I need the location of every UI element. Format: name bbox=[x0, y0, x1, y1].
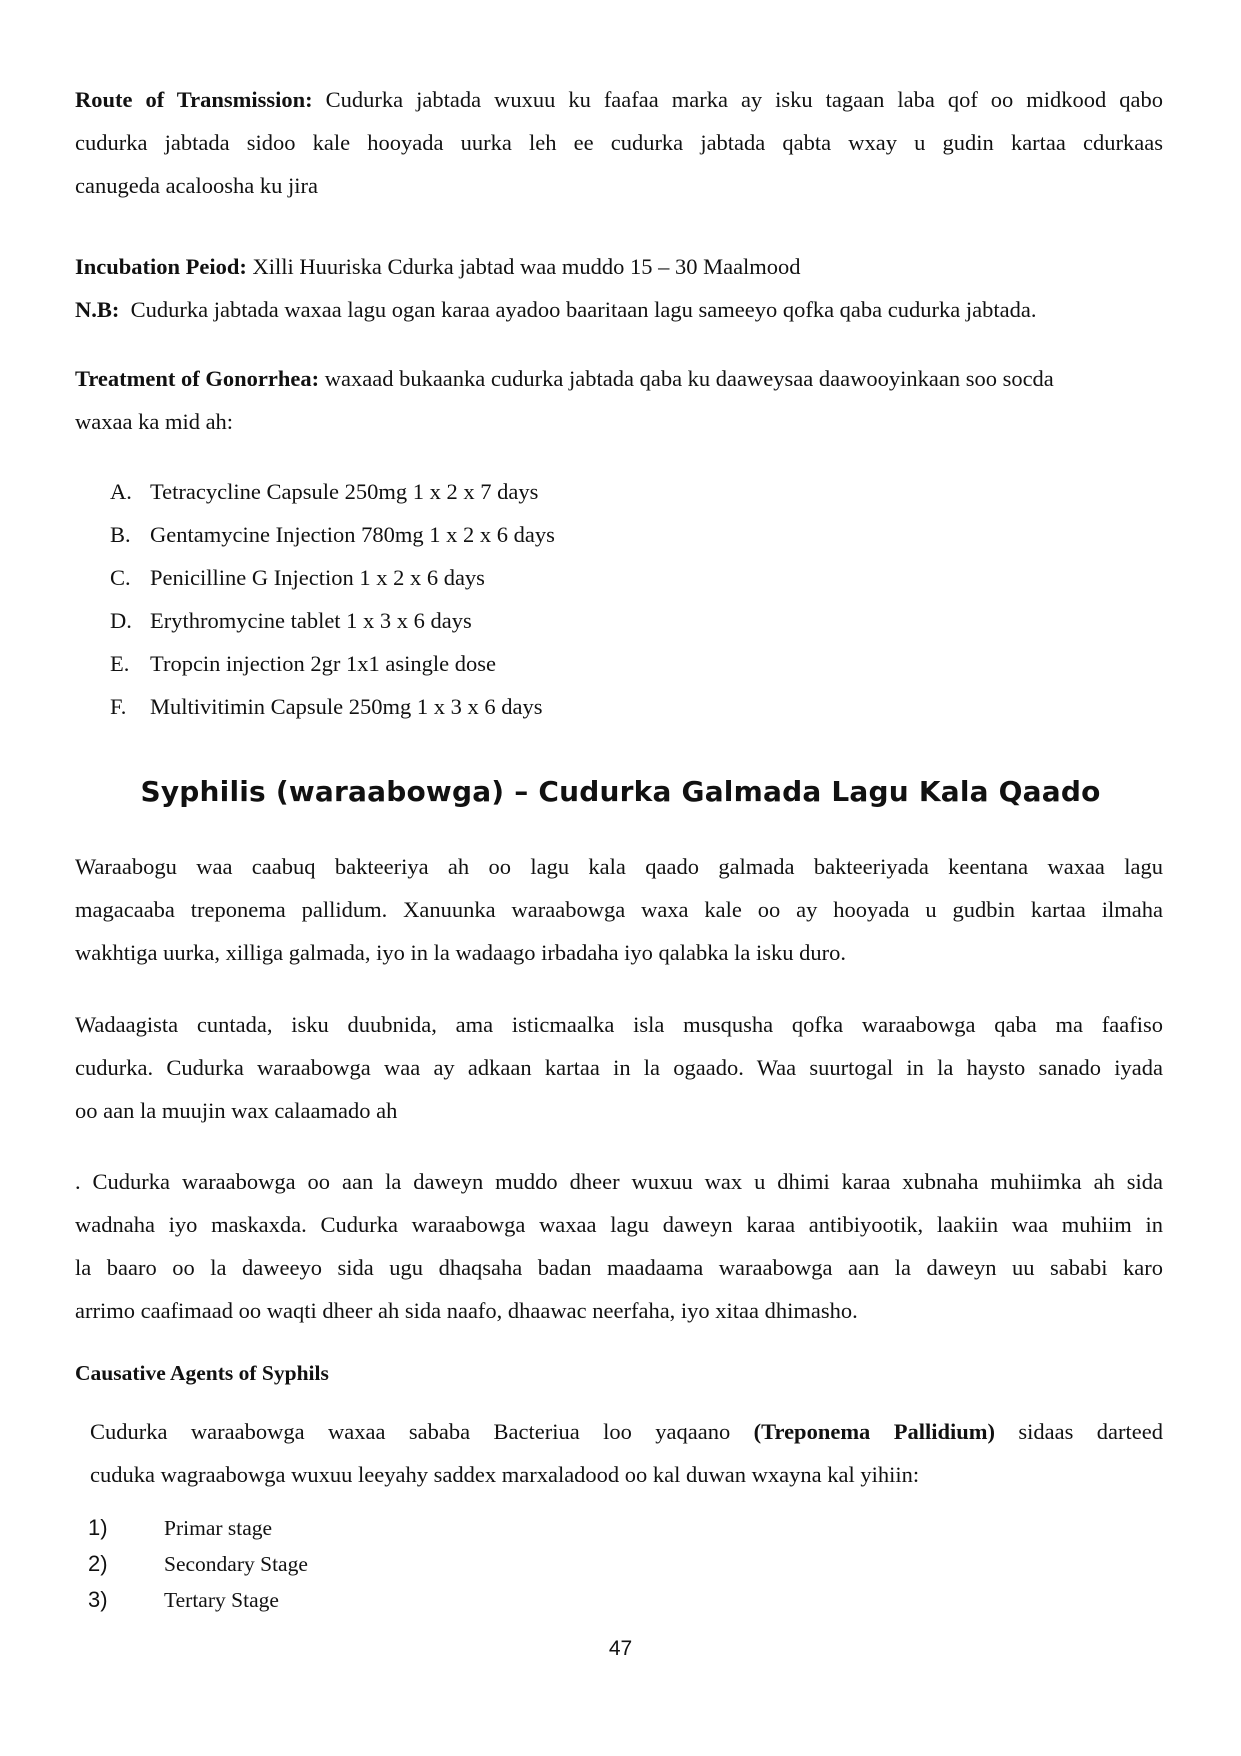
list-text: Tropcin injection 2gr 1x1 asingle dose bbox=[150, 651, 497, 676]
treatment-section bbox=[75, 357, 1163, 443]
route-line-3: canugeda acaloosha ku jira bbox=[75, 173, 319, 198]
stage-number: 2) bbox=[88, 1551, 108, 1576]
stage-text: Tertary Stage bbox=[164, 1588, 279, 1612]
incubation-text: Xilli Huuriska Cdurka jabtad waa muddo 15 – 30 Maalmood bbox=[252, 254, 801, 279]
causative-line-1 bbox=[90, 1410, 1163, 1453]
list-text: Multivitimin Capsule 250mg 1 x 3 x 6 days bbox=[150, 694, 543, 719]
causative-text-start: Cudurka waraabowga waxaa sababa Bacteriua loo yaqaano bbox=[90, 1419, 731, 1444]
incubation-label: Incubation Peiod: bbox=[75, 254, 247, 279]
paragraph-line: magacaaba treponema pallidum. Xanuunka waraabowga waxa kale oo ay hooyada u gudbin kartaa ilmaha bbox=[75, 897, 1163, 922]
treatment-line-1 bbox=[75, 357, 1163, 400]
route-line-2: cudurka jabtada sidoo kale hooyada uurka leh ee cudurka jabtada qabta wxay u gudin kartaa cdurkaas bbox=[75, 130, 1163, 155]
paragraph-line: . Cudurka waraabowga oo aan la daweyn muddo dheer wuxuu wax u dhimi karaa xubnaha muhiimka ah sida bbox=[75, 1169, 1163, 1194]
paragraph-line: wadnaha iyo maskaxda. Cudurka waraabowga waxaa lagu daweyn karaa antibiyootik, laakiin waa muhiim in bbox=[75, 1212, 1163, 1237]
list-item bbox=[88, 1582, 308, 1618]
paragraph-line: Wadaagista cuntada, isku duubnida, ama isticmaalka isla musqusha qofka waraabowga qaba ma faafiso bbox=[75, 1012, 1163, 1037]
list-text: Erythromycine tablet 1 x 3 x 6 days bbox=[150, 608, 472, 633]
list-text: Gentamycine Injection 780mg 1 x 2 x 6 days bbox=[150, 522, 555, 547]
list-letter: E. bbox=[110, 651, 130, 676]
treatment-text-1: waxaad bukaanka cudurka jabtada qaba ku daaweysaa daawooyinkaan soo socda bbox=[324, 366, 1054, 391]
list-letter: D. bbox=[110, 608, 132, 633]
list-letter: A. bbox=[110, 479, 132, 504]
list-item bbox=[110, 599, 810, 642]
route-of-transmission-section bbox=[75, 78, 1163, 207]
incubation-line bbox=[75, 245, 1163, 288]
list-item bbox=[110, 556, 810, 599]
nb-line bbox=[75, 288, 1163, 331]
list-letter: F. bbox=[110, 694, 127, 719]
stage-text: Secondary Stage bbox=[164, 1552, 308, 1576]
nb-text: Cudurka jabtada waxaa lagu ogan karaa ayadoo baaritaan lagu sameeyo qofka qaba cudurka jabtada. bbox=[130, 297, 1037, 322]
paragraph-line: wakhtiga uurka, xilliga galmada, iyo in la wadaago irbadaha iyo qalabka la isku duro. bbox=[75, 940, 847, 965]
stage-text: Primar stage bbox=[164, 1516, 273, 1540]
nb-label: N.B: bbox=[75, 297, 120, 322]
list-item bbox=[88, 1546, 308, 1582]
syphilis-paragraph-3 bbox=[75, 1160, 1163, 1332]
route-line-1 bbox=[75, 78, 1163, 121]
causative-paragraph bbox=[90, 1410, 1163, 1496]
syphilis-heading: Syphilis (waraabowga) – Cudurka Galmada Lagu Kala Qaado bbox=[140, 775, 1101, 808]
treatment-label: Treatment of Gonorrhea: bbox=[75, 366, 320, 391]
stages-list bbox=[88, 1510, 308, 1618]
paragraph-line: cudurka. Cudurka waraabowga waa ay adkaan kartaa in la ogaado. Waa suurtogal in la haysto sanado iyada bbox=[75, 1055, 1163, 1080]
list-item bbox=[110, 513, 810, 556]
paragraph-line: oo aan la muujin wax calaamado ah bbox=[75, 1098, 398, 1123]
route-label: Route of Transmission: bbox=[75, 87, 313, 112]
causative-bold-term: (Treponema Pallidium) bbox=[753, 1419, 995, 1444]
list-letter: B. bbox=[110, 522, 131, 547]
paragraph-line: arrimo caafimaad oo waqti dheer ah sida naafo, dhaawac neerfaha, iyo xitaa dhimasho. bbox=[75, 1298, 858, 1323]
drug-list bbox=[110, 470, 810, 728]
route-text-1: Cudurka jabtada wuxuu ku faafaa marka ay isku tagaan laba qof oo midkood qabo bbox=[325, 87, 1164, 112]
syphilis-paragraph-2 bbox=[75, 1003, 1163, 1132]
stage-number: 1) bbox=[88, 1515, 108, 1540]
list-item bbox=[110, 642, 810, 685]
list-item bbox=[110, 470, 810, 513]
list-letter: C. bbox=[110, 565, 131, 590]
treatment-line-2: waxaa ka mid ah: bbox=[75, 409, 234, 434]
causative-text-end: sidaas darteed bbox=[1018, 1419, 1164, 1444]
syphilis-paragraph-1 bbox=[75, 845, 1163, 974]
list-text: Tetracycline Capsule 250mg 1 x 2 x 7 days bbox=[150, 479, 539, 504]
list-item bbox=[110, 685, 810, 728]
incubation-section bbox=[75, 245, 1163, 331]
causative-line-2: cuduka wagraabowga wuxuu leeyahy saddex marxaladood oo kal duwan wxayna kal yihiin: bbox=[90, 1462, 920, 1487]
stage-number: 3) bbox=[88, 1587, 108, 1612]
causative-heading: Causative Agents of Syphils bbox=[75, 1361, 329, 1385]
page-number: 47 bbox=[608, 1637, 633, 1660]
paragraph-line: Waraabogu waa caabuq bakteeriya ah oo lagu kala qaado galmada bakteeriyada keentana waxaa lagu bbox=[75, 854, 1163, 879]
list-text: Penicilline G Injection 1 x 2 x 6 days bbox=[150, 565, 485, 590]
list-item bbox=[88, 1510, 308, 1546]
paragraph-line: la baaro oo la daweeyo sida ugu dhaqsaha badan maadaama waraabowga aan la daweyn uu sababi karo bbox=[75, 1255, 1163, 1280]
